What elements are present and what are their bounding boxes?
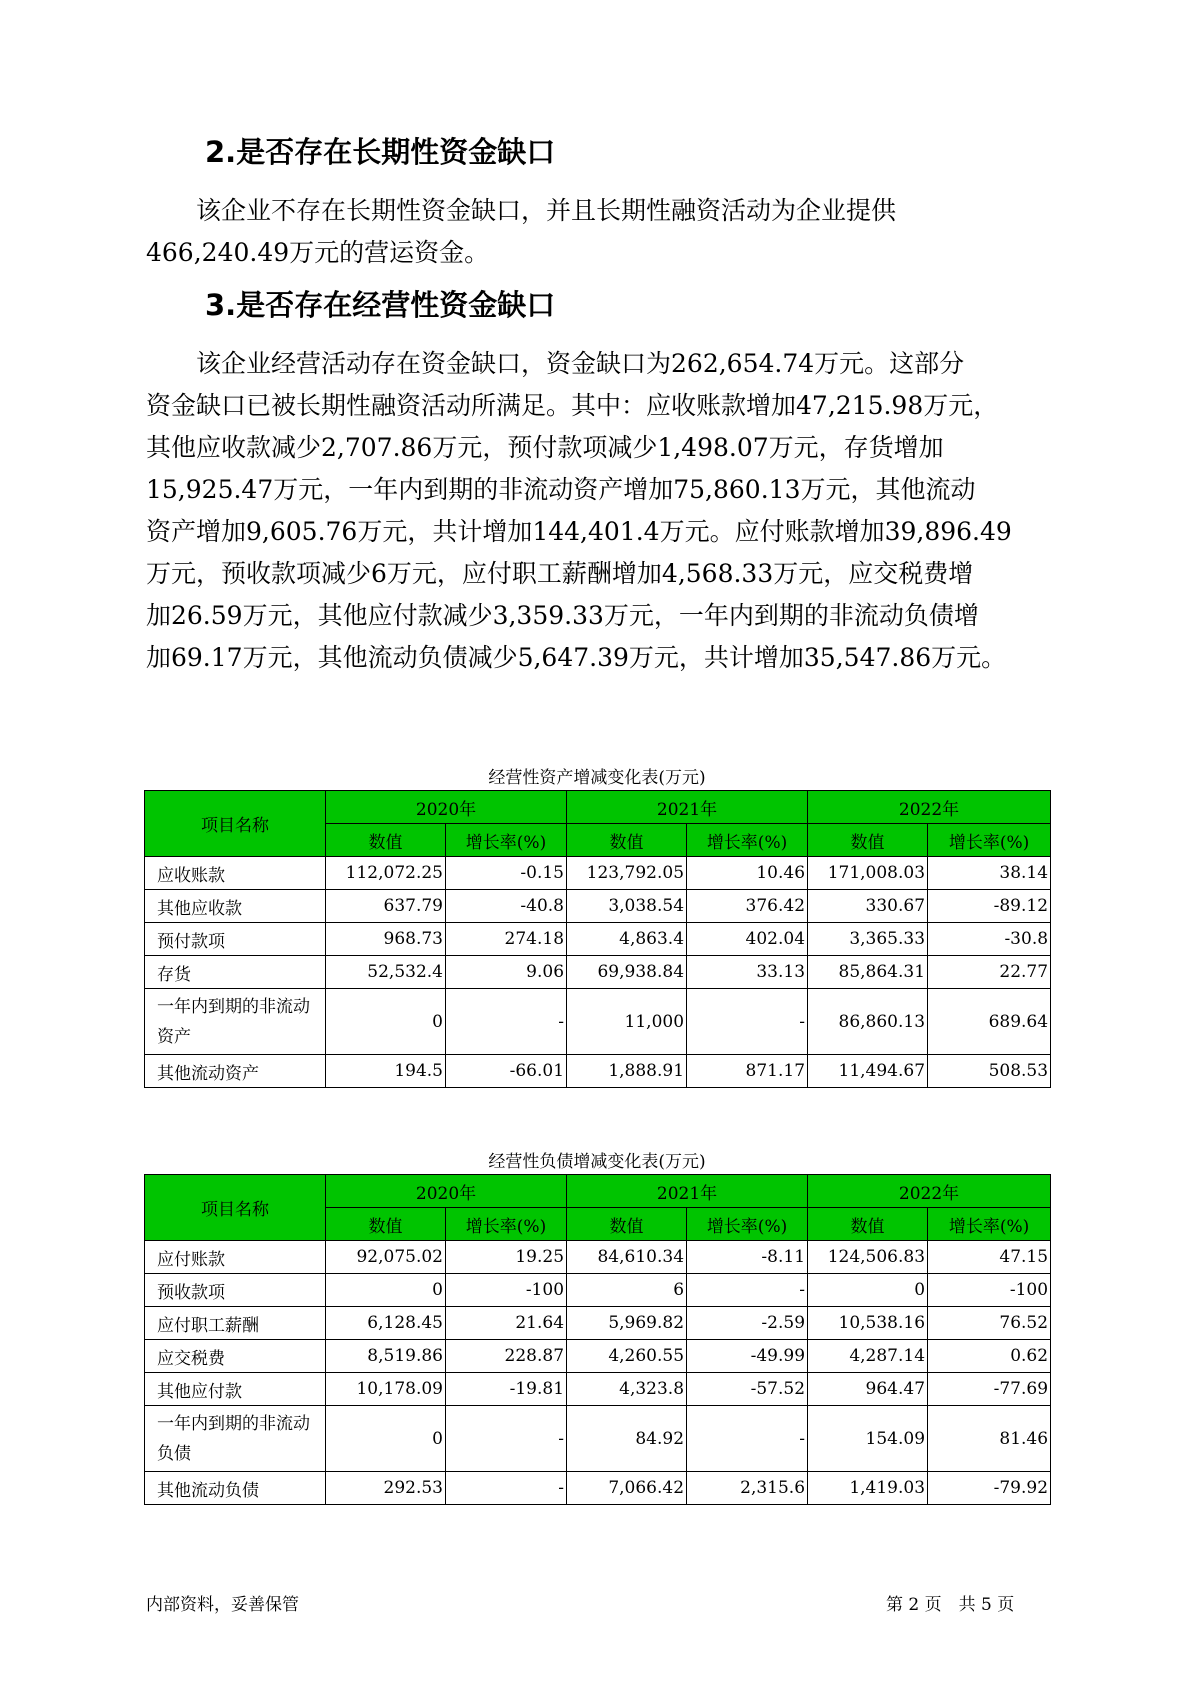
section-2-paragraph	[146, 190, 1046, 274]
value-cell: 52,532.4	[326, 956, 446, 989]
row-item-name: 其他流动资产	[145, 1055, 326, 1088]
value-cell: 10,178.09	[326, 1373, 446, 1406]
table-row	[145, 956, 1051, 989]
value-cell: 964.47	[808, 1373, 928, 1406]
liability-table-body	[145, 1241, 1051, 1505]
growth-cell: -89.12	[928, 890, 1051, 923]
value-cell: 5,969.82	[567, 1307, 687, 1340]
row-item-name: 存货	[145, 956, 326, 989]
growth-cell: 21.64	[446, 1307, 567, 1340]
growth-cell: 274.18	[446, 923, 567, 956]
growth-cell: 81.46	[928, 1406, 1051, 1472]
growth-cell: -40.8	[446, 890, 567, 923]
value-cell: 171,008.03	[808, 857, 928, 890]
paragraph-line: 15,925.47万元，一年内到期的非流动资产增加75,860.13万元，其他流动	[146, 475, 976, 504]
row-item-name: 一年内到期的非流动资产	[145, 989, 326, 1055]
value-cell: 4,260.55	[567, 1340, 687, 1373]
value-cell: 8,519.86	[326, 1340, 446, 1373]
asset-table	[144, 790, 1051, 1088]
table-row	[145, 1055, 1051, 1088]
value-cell: 11,494.67	[808, 1055, 928, 1088]
value-cell: 292.53	[326, 1472, 446, 1505]
value-cell: 637.79	[326, 890, 446, 923]
asset-table-body	[145, 857, 1051, 1088]
table-row	[145, 923, 1051, 956]
growth-cell: -100	[928, 1274, 1051, 1307]
growth-cell: -	[446, 1472, 567, 1505]
table-row	[145, 1340, 1051, 1373]
header-row	[145, 791, 1051, 824]
table-row	[145, 989, 1051, 1055]
growth-cell: 22.77	[928, 956, 1051, 989]
section-3-heading: 3.是否存在经营性资金缺口	[205, 288, 556, 322]
year-header: 2022年	[808, 791, 1051, 824]
growth-cell: 0.62	[928, 1340, 1051, 1373]
year-header: 2020年	[326, 791, 567, 824]
value-cell: 1,419.03	[808, 1472, 928, 1505]
value-cell: 85,864.31	[808, 956, 928, 989]
row-item-name: 应付职工薪酬	[145, 1307, 326, 1340]
value-header: 数值	[808, 824, 928, 857]
value-cell: 123,792.05	[567, 857, 687, 890]
row-item-name: 其他流动负债	[145, 1472, 326, 1505]
growth-cell: 33.13	[687, 956, 808, 989]
value-cell: 69,938.84	[567, 956, 687, 989]
footer-confidential-note: 内部资料，妥善保管	[146, 1595, 299, 1615]
growth-cell: -79.92	[928, 1472, 1051, 1505]
value-cell: 1,888.91	[567, 1055, 687, 1088]
growth-cell: -	[687, 1274, 808, 1307]
growth-cell: -66.01	[446, 1055, 567, 1088]
value-cell: 194.5	[326, 1055, 446, 1088]
value-cell: 3,365.33	[808, 923, 928, 956]
value-cell: 112,072.25	[326, 857, 446, 890]
value-cell: 6,128.45	[326, 1307, 446, 1340]
growth-cell: -	[446, 1406, 567, 1472]
growth-cell: 38.14	[928, 857, 1051, 890]
value-cell: 154.09	[808, 1406, 928, 1472]
year-header: 2020年	[326, 1175, 567, 1208]
growth-cell: 689.64	[928, 989, 1051, 1055]
value-cell: 968.73	[326, 923, 446, 956]
table-row	[145, 1406, 1051, 1472]
value-header: 数值	[567, 824, 687, 857]
growth-cell: -49.99	[687, 1340, 808, 1373]
value-cell: 3,038.54	[567, 890, 687, 923]
row-item-name: 预付款项	[145, 923, 326, 956]
value-cell: 11,000	[567, 989, 687, 1055]
growth-cell: -0.15	[446, 857, 567, 890]
growth-header: 增长率(%)	[928, 824, 1051, 857]
year-header: 2021年	[567, 1175, 808, 1208]
value-header: 数值	[326, 824, 446, 857]
growth-cell: -	[687, 1406, 808, 1472]
year-header: 2022年	[808, 1175, 1051, 1208]
table-row	[145, 890, 1051, 923]
paragraph-line: 其他应收款减少2,707.86万元，预付款项减少1,498.07万元，存货增加	[146, 433, 944, 462]
row-item-name: 其他应收款	[145, 890, 326, 923]
growth-cell: 402.04	[687, 923, 808, 956]
value-cell: 84,610.34	[567, 1241, 687, 1274]
value-cell: 124,506.83	[808, 1241, 928, 1274]
paragraph-line: 万元，预收款项减少6万元，应付职工薪酬增加4,568.33万元，应交税费增	[146, 559, 974, 588]
row-item-name: 一年内到期的非流动负债	[145, 1406, 326, 1472]
growth-cell: 871.17	[687, 1055, 808, 1088]
paragraph-line: 该企业不存在长期性资金缺口，并且长期性融资活动为企业提供	[146, 196, 897, 225]
section-3-paragraph	[146, 343, 1046, 679]
paragraph-line: 加69.17万元，其他流动负债减少5,647.39万元，共计增加35,547.86万元。	[146, 643, 1007, 672]
growth-header: 增长率(%)	[446, 1208, 567, 1241]
section-2-heading: 2.是否存在长期性资金缺口	[205, 135, 556, 169]
growth-cell: 228.87	[446, 1340, 567, 1373]
row-item-name: 应付账款	[145, 1241, 326, 1274]
growth-cell: -	[687, 989, 808, 1055]
paragraph-line: 资金缺口已被长期性融资活动所满足。其中：应收账款增加47,215.98万元，	[146, 391, 999, 420]
table-row	[145, 1274, 1051, 1307]
value-cell: 92,075.02	[326, 1241, 446, 1274]
value-header: 数值	[326, 1208, 446, 1241]
growth-cell: -30.8	[928, 923, 1051, 956]
value-cell: 84.92	[567, 1406, 687, 1472]
growth-header: 增长率(%)	[446, 824, 567, 857]
growth-cell: 508.53	[928, 1055, 1051, 1088]
paragraph-line: 加26.59万元，其他应付款减少3,359.33万元，一年内到期的非流动负债增	[146, 601, 979, 630]
value-header: 数值	[567, 1208, 687, 1241]
growth-cell: 9.06	[446, 956, 567, 989]
row-item-name: 预收款项	[145, 1274, 326, 1307]
value-cell: 86,860.13	[808, 989, 928, 1055]
item-name-header: 项目名称	[145, 1175, 326, 1241]
value-cell: 330.67	[808, 890, 928, 923]
growth-cell: -77.69	[928, 1373, 1051, 1406]
value-cell: 6	[567, 1274, 687, 1307]
paragraph-line: 该企业经营活动存在资金缺口，资金缺口为262,654.74万元。这部分	[146, 349, 965, 378]
value-cell: 0	[326, 989, 446, 1055]
value-cell: 7,066.42	[567, 1472, 687, 1505]
value-cell: 4,323.8	[567, 1373, 687, 1406]
growth-cell: 10.46	[687, 857, 808, 890]
growth-cell: 2,315.6	[687, 1472, 808, 1505]
growth-cell: 376.42	[687, 890, 808, 923]
growth-cell: 19.25	[446, 1241, 567, 1274]
value-header: 数值	[808, 1208, 928, 1241]
table-row	[145, 857, 1051, 890]
liability-table	[144, 1174, 1051, 1505]
liability-table-caption: 经营性负债增减变化表(万元)	[488, 1152, 706, 1172]
table-row	[145, 1307, 1051, 1340]
growth-cell: 47.15	[928, 1241, 1051, 1274]
table-row	[145, 1373, 1051, 1406]
value-cell: 4,863.4	[567, 923, 687, 956]
growth-header: 增长率(%)	[687, 1208, 808, 1241]
value-cell: 0	[326, 1406, 446, 1472]
table-row	[145, 1241, 1051, 1274]
paragraph-line: 资产增加9,605.76万元，共计增加144,401.4万元。应付账款增加39,896.49	[146, 517, 1012, 546]
item-name-header: 项目名称	[145, 791, 326, 857]
growth-header: 增长率(%)	[928, 1208, 1051, 1241]
row-item-name: 应收账款	[145, 857, 326, 890]
growth-cell: -57.52	[687, 1373, 808, 1406]
table-row	[145, 1472, 1051, 1505]
growth-cell: -	[446, 989, 567, 1055]
value-cell: 10,538.16	[808, 1307, 928, 1340]
value-cell: 0	[808, 1274, 928, 1307]
growth-cell: -100	[446, 1274, 567, 1307]
header-row	[145, 1175, 1051, 1208]
value-cell: 0	[326, 1274, 446, 1307]
growth-cell: -2.59	[687, 1307, 808, 1340]
year-header: 2021年	[567, 791, 808, 824]
row-item-name: 应交税费	[145, 1340, 326, 1373]
growth-cell: -19.81	[446, 1373, 567, 1406]
paragraph-line: 466,240.49万元的营运资金。	[146, 238, 490, 267]
row-item-name: 其他应付款	[145, 1373, 326, 1406]
growth-cell: 76.52	[928, 1307, 1051, 1340]
value-cell: 4,287.14	[808, 1340, 928, 1373]
growth-cell: -8.11	[687, 1241, 808, 1274]
growth-header: 增长率(%)	[687, 824, 808, 857]
footer-page-number: 第 2 页 共 5 页	[886, 1595, 1015, 1615]
asset-table-caption: 经营性资产增减变化表(万元)	[488, 768, 706, 788]
